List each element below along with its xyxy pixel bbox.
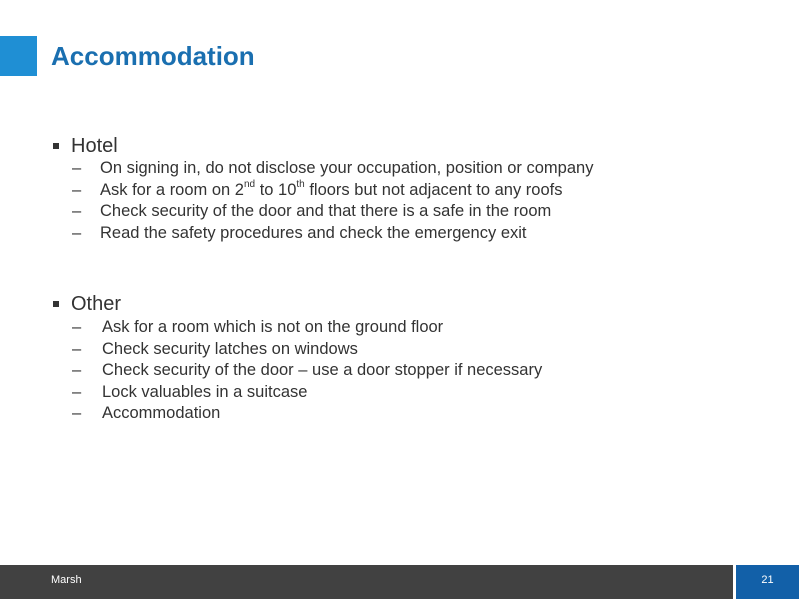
list-item-text: Check security of the door and that there is a safe in the room: [100, 202, 552, 221]
list-item: [51, 404, 542, 426]
section-heading: Hotel: [71, 134, 118, 157]
footer-brand: Marsh: [51, 574, 82, 586]
dash-bullet: –: [72, 159, 82, 177]
section-heading-row: [51, 134, 593, 158]
list-item: [51, 318, 542, 340]
dash-bullet: –: [72, 223, 82, 242]
dash-bullet: –: [72, 361, 82, 380]
footer-bar: [0, 565, 799, 599]
section-heading-row: [51, 292, 542, 316]
page-number: 21: [761, 574, 774, 586]
dash-bullet: –: [72, 339, 82, 358]
list-item-text: On signing in, do not disclose your occupation, position or company: [100, 159, 594, 177]
dash-bullet: –: [72, 180, 82, 199]
list-item-text: Read the safety procedures and check the emergency exit: [100, 223, 527, 242]
other-list: [51, 318, 542, 426]
dash-bullet: –: [72, 404, 82, 423]
list-item: [51, 159, 593, 181]
square-bullet-icon: [53, 301, 59, 307]
list-item-text: Check security of the door – use a door stopper if necessary: [102, 361, 543, 380]
section-heading: Other: [71, 292, 122, 315]
slide-title: Accommodation: [51, 41, 255, 71]
dash-bullet: –: [72, 382, 82, 401]
list-item: [51, 383, 542, 405]
list-item: [51, 181, 593, 203]
dash-bullet: –: [72, 202, 82, 221]
list-item-text: Ask for a room which is not on the ground floor: [102, 318, 444, 336]
list-item-text: Ask for a room on 2nd to 10th floors but not adjacent to any roofs: [100, 179, 563, 199]
section-hotel: [51, 134, 593, 245]
dash-bullet: –: [72, 318, 82, 336]
list-item: [51, 361, 542, 383]
list-item-text: Accommodation: [102, 404, 221, 423]
hotel-list: [51, 159, 593, 245]
section-other: [51, 292, 542, 426]
list-item: [51, 224, 593, 246]
list-item-text: Lock valuables in a suitcase: [102, 382, 308, 401]
square-bullet-icon: [53, 143, 59, 149]
title-accent-bar: [0, 36, 37, 76]
list-item: [51, 340, 542, 362]
list-item: [51, 202, 593, 224]
list-item-text: Check security latches on windows: [102, 339, 358, 358]
